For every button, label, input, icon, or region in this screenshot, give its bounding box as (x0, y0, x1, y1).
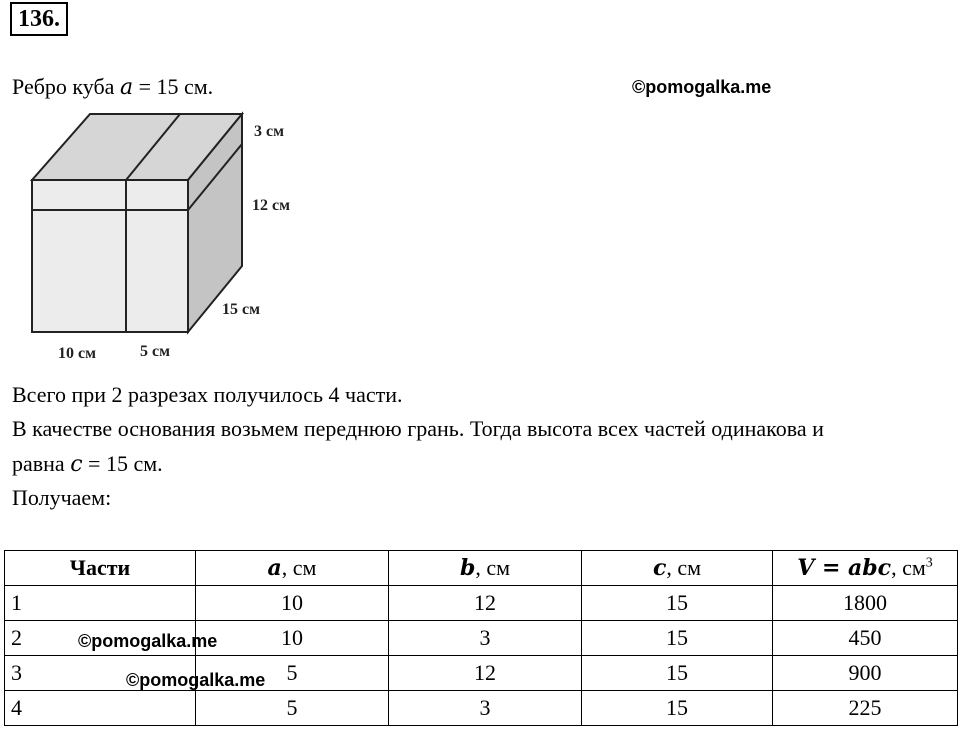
label-5cm: 5 см (140, 343, 170, 360)
header-v-var: V = abc (797, 555, 892, 581)
text-line-2: В качестве основания возьмем переднюю грань. Тогда высота всех частей одинакова и (12, 416, 824, 441)
cell-part: 3 (5, 656, 196, 691)
cube-diagram (14, 104, 314, 372)
cell-v: 225 (773, 691, 958, 726)
table-header-row (5, 551, 958, 586)
text-line-1: Всего при 2 разрезах получилось 4 части. (12, 382, 403, 407)
label-12cm: 12 см (252, 197, 290, 214)
cube-figure (14, 104, 314, 372)
label-10cm: 10 см (58, 345, 96, 362)
problem-number: 136. (10, 2, 68, 36)
header-a-unit: , см (281, 555, 317, 580)
intro-line (12, 74, 213, 100)
header-b-unit: , см (475, 555, 511, 580)
header-c-var: c (652, 555, 667, 581)
cell-part: 2 (5, 621, 196, 656)
label-15cm: 15 см (222, 301, 260, 318)
header-v (773, 551, 958, 586)
line3-prefix: равна (12, 451, 65, 476)
cell-b: 12 (389, 586, 582, 621)
cell-a: 5 (196, 656, 389, 691)
cell-v: 900 (773, 656, 958, 691)
header-a (196, 551, 389, 586)
cube-front-face (32, 180, 188, 332)
header-b-var: b (459, 555, 476, 581)
cell-v: 1800 (773, 586, 958, 621)
watermark-table-2: ©pomogalka.me (126, 670, 266, 690)
text-line-3 (12, 451, 163, 477)
cell-v: 450 (773, 621, 958, 656)
header-parts: Части (5, 551, 196, 586)
header-b (389, 551, 582, 586)
text-line-4: Получаем: (12, 485, 112, 510)
cell-a: 5 (196, 691, 389, 726)
cell-c: 15 (582, 586, 773, 621)
line3-rest: = 15 см. (88, 451, 163, 476)
intro-rest: = 15 см. (138, 74, 214, 99)
header-v-exp: 3 (925, 555, 933, 571)
cell-b: 12 (389, 656, 582, 691)
table-row (5, 586, 958, 621)
cell-c: 15 (582, 656, 773, 691)
watermark-table-1: ©pomogalka.me (78, 631, 218, 651)
cell-a: 10 (196, 621, 389, 656)
cell-c: 15 (582, 621, 773, 656)
cell-b: 3 (389, 621, 582, 656)
line3-var: c (70, 452, 83, 477)
header-c-unit: , см (666, 555, 702, 580)
intro-prefix: Ребро куба (12, 74, 115, 99)
header-v-unit: , см (891, 555, 926, 580)
intro-var: a (119, 75, 134, 100)
header-a-var: a (267, 555, 282, 581)
cell-part: 4 (5, 691, 196, 726)
cell-part: 1 (5, 586, 196, 621)
header-c (582, 551, 773, 586)
cell-c: 15 (582, 691, 773, 726)
watermark-top: ©pomogalka.me (632, 77, 772, 97)
cell-a: 10 (196, 586, 389, 621)
label-3cm: 3 см (254, 123, 284, 140)
cell-b: 3 (389, 691, 582, 726)
table-row (5, 691, 958, 726)
